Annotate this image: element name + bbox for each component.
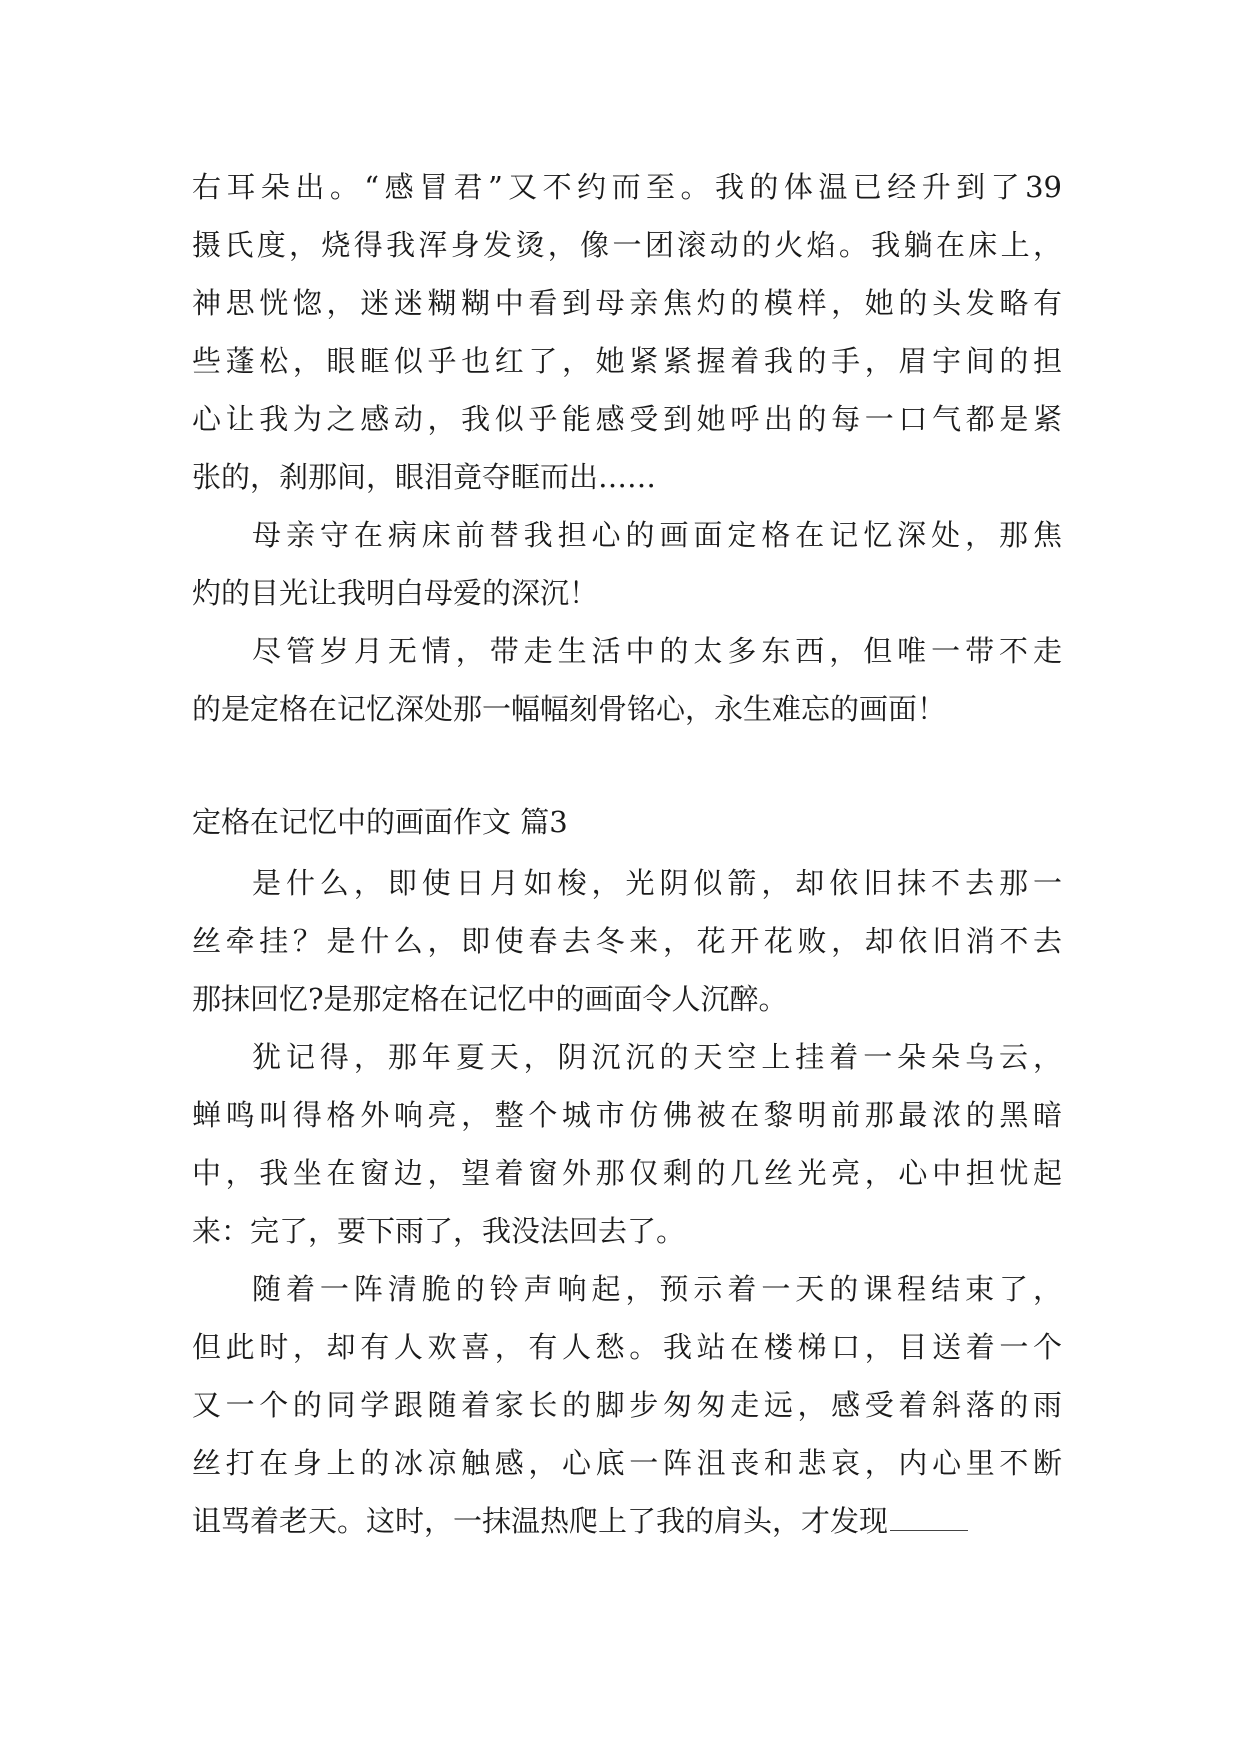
text-line: 随着一阵清脆的铃声响起，预示着一天的课程结束了， bbox=[252, 1272, 1062, 1306]
text-line: 来：完了，要下雨了，我没法回去了。 bbox=[192, 1214, 686, 1248]
text-line: 犹记得，那年夏天，阴沉沉的天空上挂着一朵朵乌云， bbox=[252, 1040, 1062, 1074]
text-line: 心让我为之感动，我似乎能感受到她呼出的每一口气都是紧 bbox=[192, 402, 1062, 436]
text-line: 神思恍惚，迷迷糊糊中看到母亲焦灼的模样，她的头发略有 bbox=[192, 286, 1062, 320]
paragraph bbox=[192, 158, 1062, 506]
paragraph bbox=[192, 1028, 1062, 1260]
text-line: 灼的目光让我明白母爱的深沉！ bbox=[192, 576, 599, 610]
text-line: 尽管岁月无情，带走生活中的太多东西，但唯一带不走 bbox=[252, 634, 1062, 668]
text-line: 右耳朵出。“感冒君”又不约而至。我的体温已经升到了39 bbox=[192, 170, 1062, 204]
text-line: 是什么，即使日月如梭，光阴似箭，却依旧抹不去那一 bbox=[252, 866, 1062, 900]
section-spacer bbox=[192, 738, 1062, 790]
text-line: 的是定格在记忆深处那一幅幅刻骨铭心，永生难忘的画面！ bbox=[192, 692, 947, 726]
text-line: 蝉鸣叫得格外响亮，整个城市仿佛被在黎明前那最浓的黑暗 bbox=[192, 1098, 1062, 1132]
section-heading: 定格在记忆中的画面作文 篇3 bbox=[192, 805, 568, 839]
paragraph bbox=[192, 1260, 1062, 1550]
paragraph bbox=[192, 854, 1062, 1028]
document-body bbox=[192, 158, 1062, 1550]
text-line: 母亲守在病床前替我担心的画面定格在记忆深处，那焦 bbox=[252, 518, 1062, 552]
text-line: 但此时，却有人欢喜，有人愁。我站在楼梯口，目送着一个 bbox=[192, 1330, 1062, 1364]
fill-in-blank bbox=[890, 1504, 968, 1531]
text-line: 张的，刹那间，眼泪竟夺眶而出…… bbox=[192, 460, 657, 494]
text-line: 中，我坐在窗边，望着窗外那仅剩的几丝光亮，心中担忧起 bbox=[192, 1156, 1062, 1190]
text-line: 丝牵挂？是什么，即使春去冬来，花开花败，却依旧消不去 bbox=[192, 924, 1062, 958]
text-line-with-blank bbox=[192, 1492, 1062, 1550]
paragraph bbox=[192, 506, 1062, 622]
text-line-text: 诅骂着老天。这时，一抹温热爬上了我的肩头，才发现 bbox=[192, 1504, 889, 1538]
text-line: 些蓬松，眼眶似乎也红了，她紧紧握着我的手，眉宇间的担 bbox=[192, 344, 1062, 378]
text-line: 又一个的同学跟随着家长的脚步匆匆走远，感受着斜落的雨 bbox=[192, 1388, 1062, 1422]
text-line: 那抹回忆?是那定格在记忆中的画面令人沉醉。 bbox=[192, 982, 788, 1016]
text-line: 摄氏度，烧得我浑身发烫，像一团滚动的火焰。我躺在床上， bbox=[192, 228, 1062, 262]
text-line: 丝打在身上的冰凉触感，心底一阵沮丧和悲哀，内心里不断 bbox=[192, 1446, 1062, 1480]
paragraph bbox=[192, 622, 1062, 738]
